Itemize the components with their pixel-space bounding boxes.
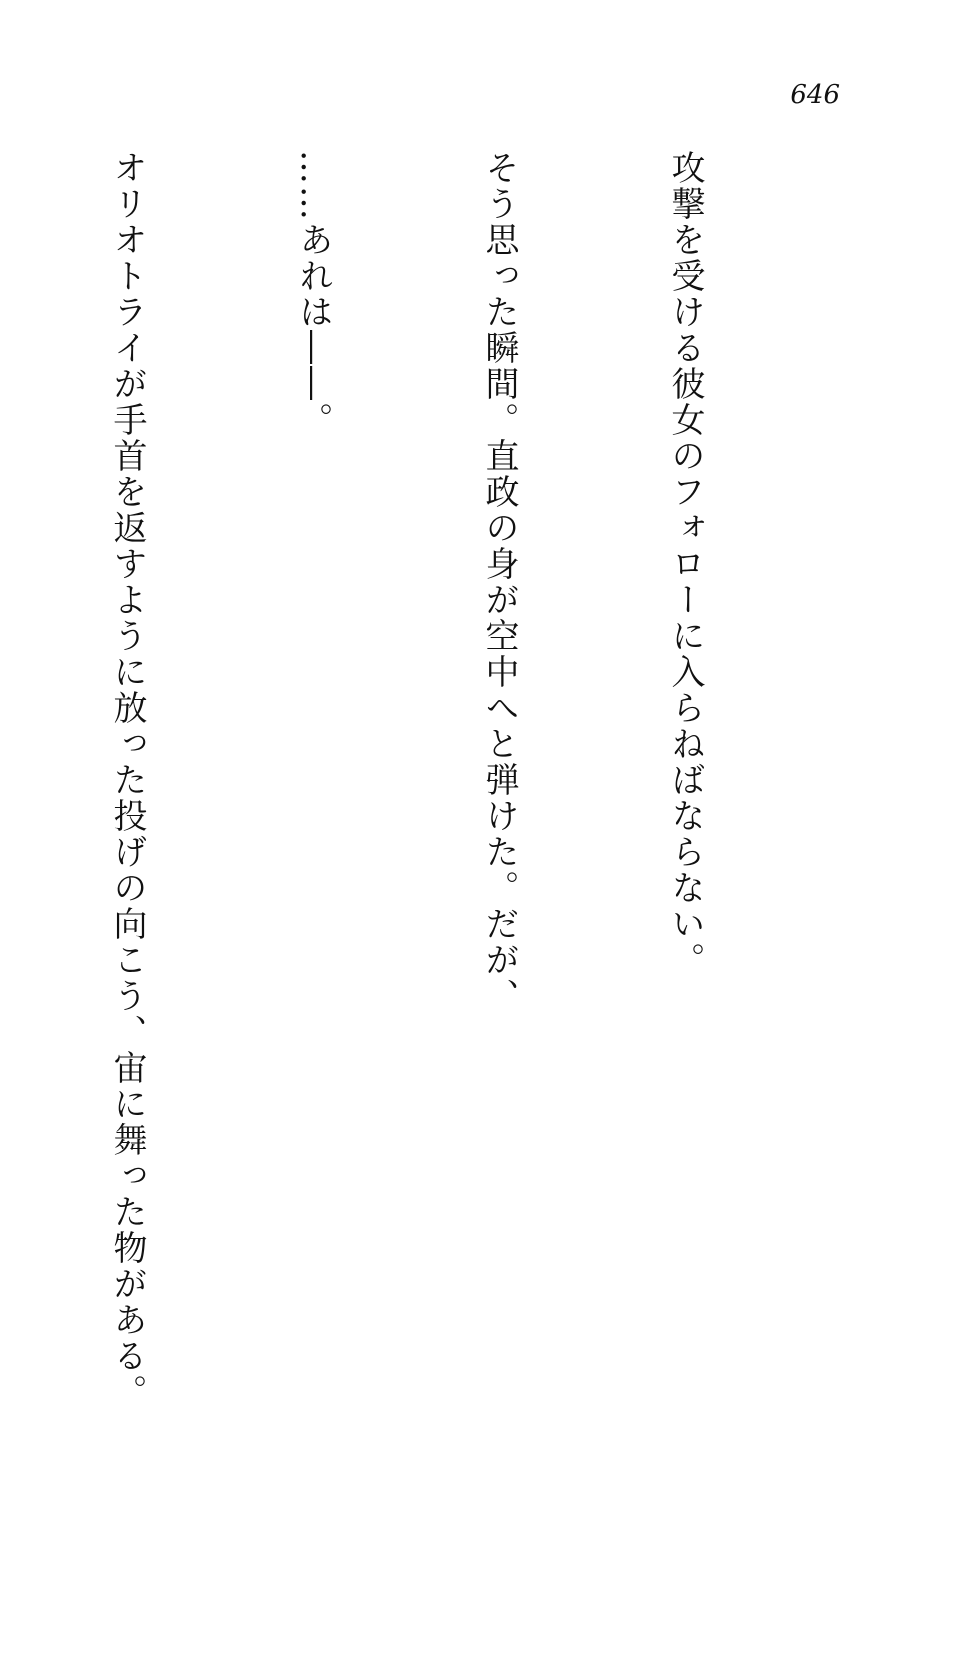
text-line: そう思った瞬間。直政の身が空中へと弾けた。だが、 [479,150,519,1014]
text-line: オリオトライが手首を返すように放った投げの向こう、宙に舞った物がある。 [107,150,147,1410]
text-line: ……あれは――。 [293,150,333,438]
text-line: 攻撃を受ける彼女のフォローに入らねばならない。 [665,150,705,978]
text-body [107,150,840,1410]
page-number: 646 [790,80,840,110]
